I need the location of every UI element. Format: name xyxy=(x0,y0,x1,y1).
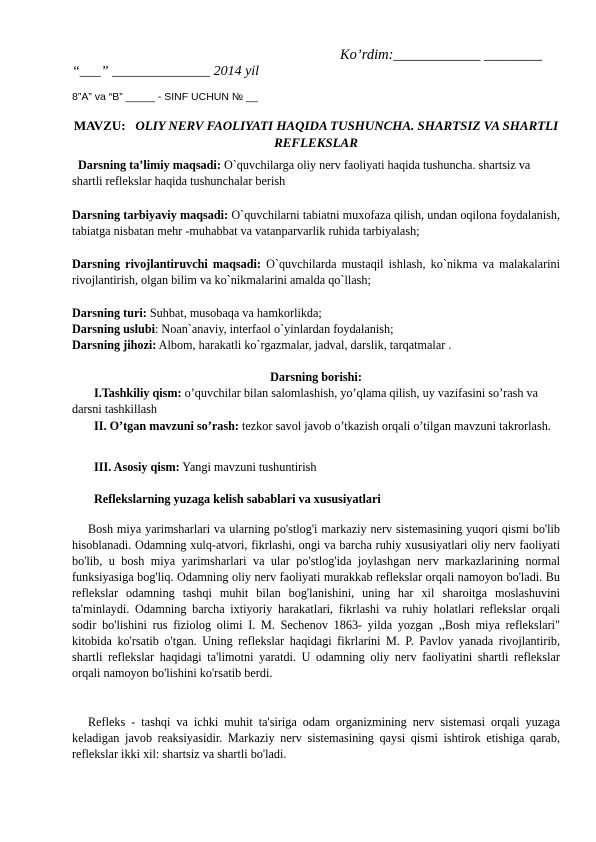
main-subheading: Reflekslarning yuzaga kelish sabablari va xususiyatlari xyxy=(94,492,381,506)
topic-title: OLIY NERV FAOLIYATI HAQIDA TUSHUNCHA. SHARTSIZ VA SHARTLI REFLEKSLAR xyxy=(135,118,559,150)
upbringing-goal-label: Darsning tarbiyaviy maqsadi: xyxy=(72,208,229,222)
lesson-method-text: : Noan`anaviy, interfaol o`yinlardan foydalanish; xyxy=(154,322,394,336)
procedure-heading: Darsning borishi: xyxy=(270,370,362,384)
step-review-text: tezkor savol javob o’tkazish orqali o’tilgan mavzuni takrorlash. xyxy=(238,419,551,433)
lesson-method-label: Darsning uslubi xyxy=(72,322,155,336)
date-line: “___” ______________ 2014 yil xyxy=(72,64,260,79)
educational-goal-text: O`quvchilarga oliy nerv faoliyati haqida tushuncha. shartsiz va shartli reflekslar haqida tushunchalar berish xyxy=(72,158,531,188)
class-line: 8”A” va “B” _____ - SINF UCHUN № __ xyxy=(72,91,258,103)
educational-goal-label: Darsning ta’limiy maqsadi: xyxy=(78,158,221,172)
observed-signature-line: Ko’rdim:____________ ________ xyxy=(340,47,543,63)
lesson-equipment-text: Albom, harakatli ko`rgazmalar, jadval, darslik, tarqatmalar . xyxy=(156,338,452,352)
developmental-goal-text: O`quvchilarda mustaqil ishlash, ko`nikma va malakalarini rivojlantirish, olgan bilim va ko`nikmalarini amalda qo`llash; xyxy=(72,257,560,287)
step-review-label: II. O’tgan mavzuni so’rash: xyxy=(94,419,239,433)
step-organizational-label: I.Tashkiliy qism: xyxy=(94,386,182,400)
upbringing-goal xyxy=(72,207,560,239)
topic-label: MAVZU: xyxy=(73,118,126,133)
lesson-type-label: Darsning turi: xyxy=(72,306,147,320)
main-paragraph-2: Refleks - tashqi va ichki muhit ta'siriga odam organizmining nerv sistemasi orqali yuzaga keladigan javob reaksiyasidir. Markaziy nerv sistemasining qaysi qismi ishtirok etishiga qarab, reflekslar ikki xil: shartsiz va shartli bo'ladi. xyxy=(72,715,560,761)
topic-heading xyxy=(72,117,560,151)
lesson-type-text: Suhbat, musobaqa va hamkorlikda; xyxy=(146,306,322,320)
upbringing-goal-text: O`quvchilarni tabiatni muxofaza qilish, undan oqilona foydalanish, tabiatga nisbatan mehr -muhabbat va vatanparvarlik ruhida tarbiyalash; xyxy=(72,208,560,238)
lesson-type xyxy=(72,305,560,321)
developmental-goal-label: Darsning rivojlantiruvchi maqsadi: xyxy=(72,257,261,271)
educational-goal xyxy=(72,157,560,189)
lesson-equipment xyxy=(72,337,560,353)
developmental-goal xyxy=(72,256,560,288)
step-main-label: III. Asosiy qism: xyxy=(94,460,180,474)
lesson-method xyxy=(72,321,560,337)
step-review xyxy=(72,418,560,434)
step-main-text: Yangi mavzuni tushuntirish xyxy=(179,460,317,474)
step-organizational-text: o’quvchilar bilan salomlashish, yo’qlama qilish, uy vazifasini so’rash va darsni tashkillash xyxy=(72,386,539,416)
lesson-equipment-label: Darsning jihozi: xyxy=(72,338,157,352)
step-main xyxy=(72,459,560,475)
step-organizational xyxy=(72,385,560,417)
main-paragraph-1: Bosh miya yarimsharlari va ularning po'stlog'i markaziy nerv sistemasining yuqori qismi bo'lib hisoblanadi. Odamning xulq-atvori, fikrlashi, ongi va barcha ruhiy xususiyatlari oliy nerv faoliyati bo'lib, u bosh miya yarimsharlari va ular po'stlog'ida joylashgan nerv markazlarining normal funksiyasiga bog'liq. Odamning oliy nerv faoliyati murakkab reflekslar orqali namoyon bo'ladi. Bu reflekslar odamning tashqi muhit bilan bog'lanishini, uning har xil sharoitga moslashuvini ta'minlaydi. Odamning barcha ixtiyoriy harakatlari, fikrlashi va ruhiy holatlari reflekslar orqali sodir bo'lishini rus fiziolog olimi I. M. Sechenov 1863- yilda yozgan ,,Bosh miya reflekslari" kitobida ko'rsatib o'tgan. Uning reflekslar haqidagi fikrlarini M. P. Pavlov yanada rivojlantirib, shartli reflekslar haqidagi ta'limotni yaratdi. U odamning oliy nerv faoliyatini shartli reflekslar orqali namoyon bo'lishini ko'rsatib berdi. xyxy=(72,522,560,680)
